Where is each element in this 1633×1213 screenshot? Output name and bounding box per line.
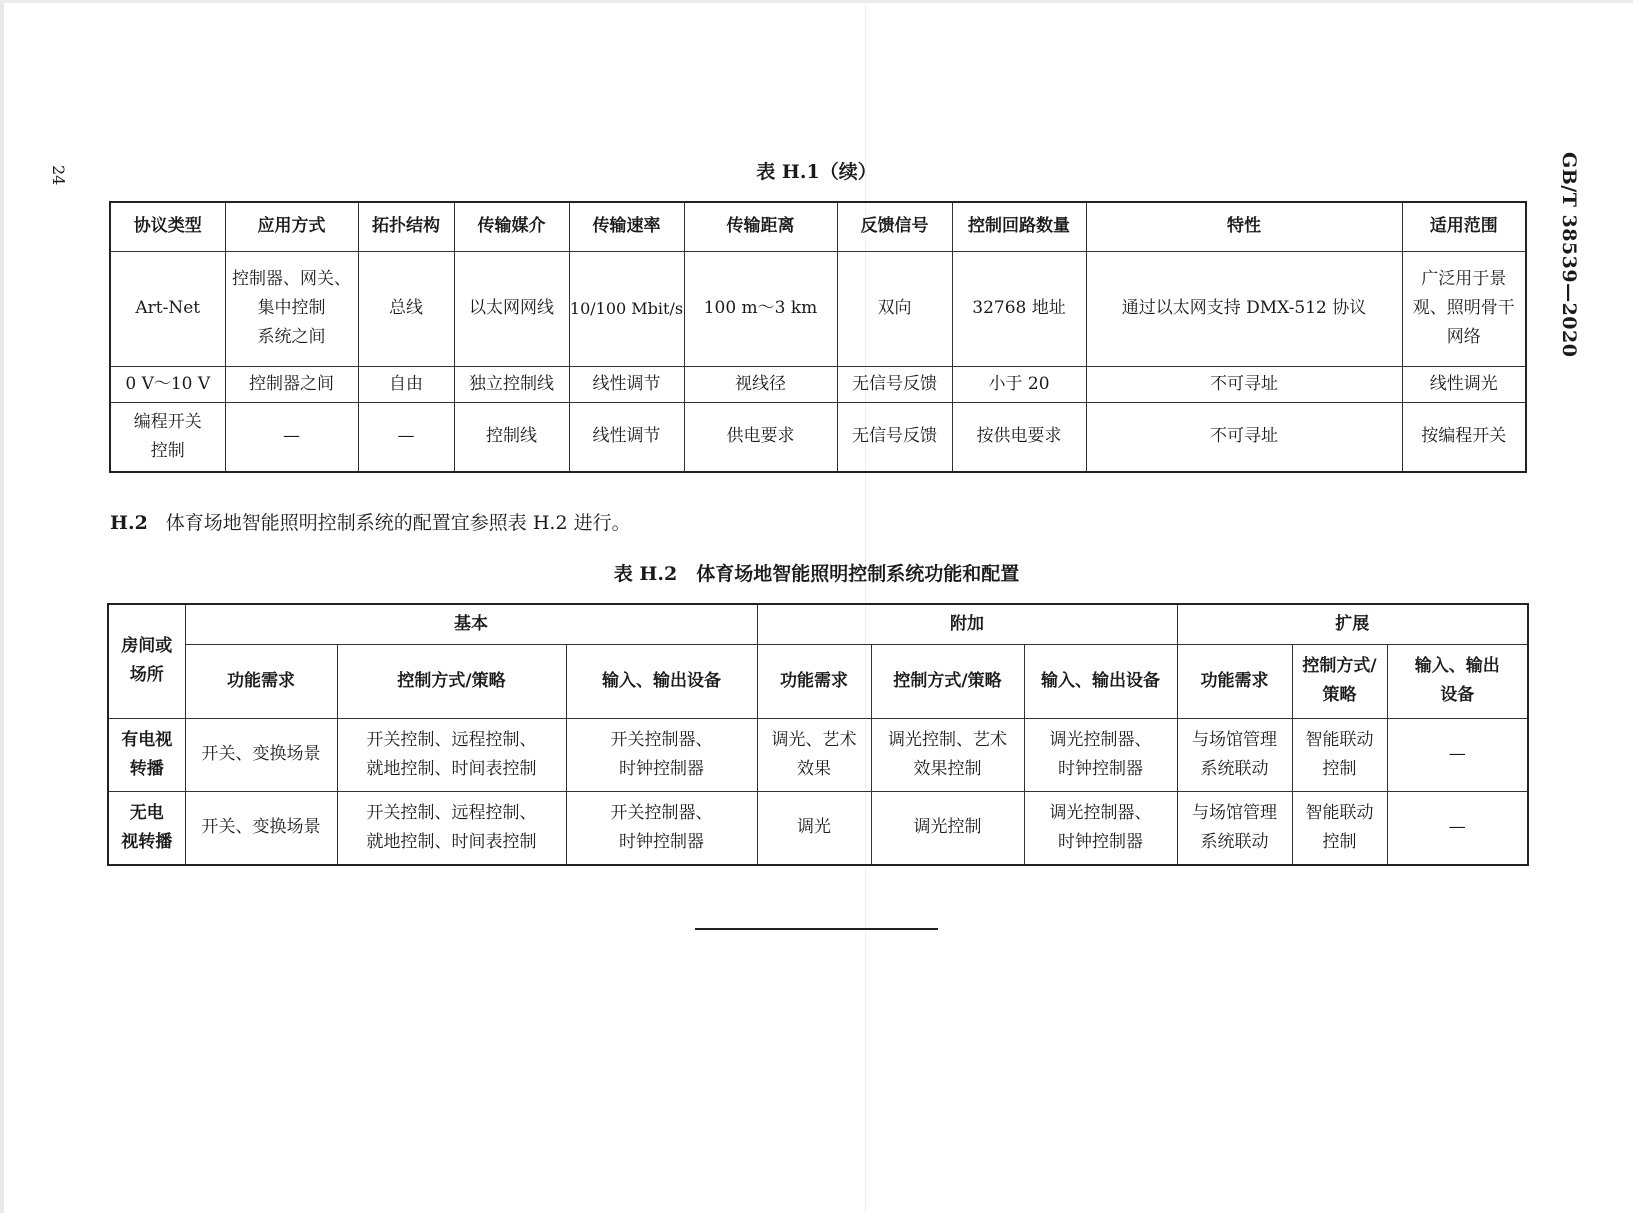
header-cell: 控制方式/ 策略	[1292, 644, 1387, 718]
table-cell: 开关控制、远程控制、 就地控制、时间表控制	[337, 791, 566, 865]
header-cell: 控制方式/策略	[337, 644, 566, 718]
table-cell: 与场馆管理 系统联动	[1177, 791, 1292, 865]
table-cell: 调光、艺术 效果	[757, 718, 871, 791]
table-cell: 开关、变换场景	[185, 718, 337, 791]
table-cell: 控制器之间	[225, 366, 358, 402]
header-cell: 功能需求	[185, 644, 337, 718]
table-cell: —	[358, 402, 454, 472]
table-cell: 与场馆管理 系统联动	[1177, 718, 1292, 791]
table-row	[108, 791, 1528, 865]
table-cell: 编程开关 控制	[110, 402, 225, 472]
table-h2-subheader-row	[108, 644, 1528, 718]
header-cell: 输入、输出设备	[566, 644, 757, 718]
table-cell: 自由	[358, 366, 454, 402]
table-cell: 调光控制	[871, 791, 1024, 865]
table-cell: 开关控制器、 时钟控制器	[566, 718, 757, 791]
group-header-cell: 基本	[185, 604, 757, 644]
group-header-cell: 附加	[757, 604, 1177, 644]
table-cell: 视线径	[684, 366, 837, 402]
standard-code: GB/T 38539—2020	[1558, 152, 1580, 358]
header-cell: 反馈信号	[837, 202, 952, 251]
table-cell: —	[1387, 791, 1528, 865]
page-number: 24	[49, 165, 68, 186]
header-cell: 控制方式/策略	[871, 644, 1024, 718]
table-cell: —	[225, 402, 358, 472]
table-cell: 通过以太网支持 DMX-512 协议	[1086, 251, 1402, 366]
table-row	[110, 251, 1526, 366]
table-cell: 0 V～10 V	[110, 366, 225, 402]
table-cell: 智能联动 控制	[1292, 791, 1387, 865]
table-cell: 调光控制、艺术 效果控制	[871, 718, 1024, 791]
table-cell: 10/100 Mbit/s	[569, 251, 684, 366]
table-h1-header-row	[110, 202, 1526, 251]
table-h1	[109, 201, 1527, 473]
table-cell: 广泛用于景 观、照明骨干 网络	[1402, 251, 1526, 366]
table-cell: Art-Net	[110, 251, 225, 366]
table-cell: 调光控制器、 时钟控制器	[1024, 791, 1177, 865]
header-cell: 传输速率	[569, 202, 684, 251]
header-cell: 协议类型	[110, 202, 225, 251]
clause-h2	[110, 508, 631, 535]
table-cell: 总线	[358, 251, 454, 366]
page-edge-top	[0, 0, 1633, 3]
table-h2	[107, 603, 1529, 866]
table-cell: 无电 视转播	[108, 791, 185, 865]
table-cell: 智能联动 控制	[1292, 718, 1387, 791]
table-cell: 双向	[837, 251, 952, 366]
clause-number: H.2	[110, 512, 148, 534]
table-cell: 供电要求	[684, 402, 837, 472]
table-cell: 线性调光	[1402, 366, 1526, 402]
table-cell: 线性调节	[569, 366, 684, 402]
table-row	[110, 366, 1526, 402]
table-cell: 开关控制器、 时钟控制器	[566, 791, 757, 865]
table-cell: 100 m～3 km	[684, 251, 837, 366]
table-cell: —	[1387, 718, 1528, 791]
table-cell: 有电视 转播	[108, 718, 185, 791]
table-h1-title: 表 H.1（续）	[756, 161, 877, 183]
header-cell: 拓扑结构	[358, 202, 454, 251]
table-cell: 32768 地址	[952, 251, 1086, 366]
table-cell: 按编程开关	[1402, 402, 1526, 472]
table-row	[108, 718, 1528, 791]
end-of-standard-rule	[695, 928, 938, 930]
table-cell: 线性调节	[569, 402, 684, 472]
table-cell: 控制线	[454, 402, 569, 472]
header-cell: 传输媒介	[454, 202, 569, 251]
header-cell: 功能需求	[1177, 644, 1292, 718]
header-cell: 房间或 场所	[108, 604, 185, 718]
table-row	[110, 402, 1526, 472]
table-cell: 以太网网线	[454, 251, 569, 366]
table-cell: 调光控制器、 时钟控制器	[1024, 718, 1177, 791]
table-cell: 独立控制线	[454, 366, 569, 402]
table-cell: 按供电要求	[952, 402, 1086, 472]
table-h2-title: 表 H.2 体育场地智能照明控制系统功能和配置	[613, 563, 1020, 585]
table-cell: 调光	[757, 791, 871, 865]
header-cell: 传输距离	[684, 202, 837, 251]
header-cell: 输入、输出 设备	[1387, 644, 1528, 718]
header-cell: 功能需求	[757, 644, 871, 718]
table-cell: 不可寻址	[1086, 366, 1402, 402]
table-cell: 不可寻址	[1086, 402, 1402, 472]
table-cell: 小于 20	[952, 366, 1086, 402]
table-cell: 无信号反馈	[837, 366, 952, 402]
group-header-cell: 扩展	[1177, 604, 1528, 644]
header-cell: 控制回路数量	[952, 202, 1086, 251]
header-cell: 输入、输出设备	[1024, 644, 1177, 718]
table-cell: 无信号反馈	[837, 402, 952, 472]
table-cell: 控制器、网关、 集中控制 系统之间	[225, 251, 358, 366]
header-cell: 特性	[1086, 202, 1402, 251]
header-cell: 应用方式	[225, 202, 358, 251]
header-cell: 适用范围	[1402, 202, 1526, 251]
table-cell: 开关控制、远程控制、 就地控制、时间表控制	[337, 718, 566, 791]
table-cell: 开关、变换场景	[185, 791, 337, 865]
clause-text: 体育场地智能照明控制系统的配置宜参照表 H.2 进行。	[165, 512, 631, 534]
table-h2-group-row	[108, 604, 1528, 644]
